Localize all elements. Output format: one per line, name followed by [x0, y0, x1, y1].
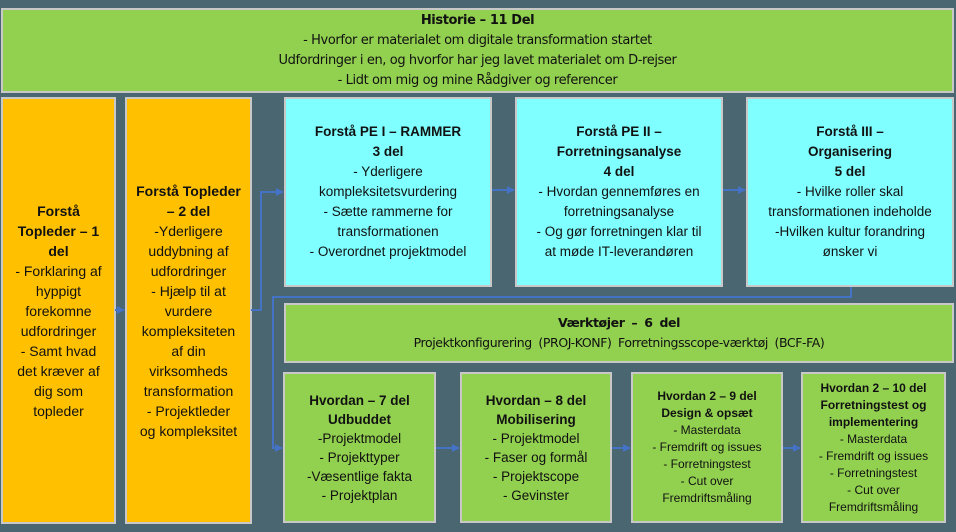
box-line: hyppigt — [35, 282, 82, 299]
box-line: - Cut over — [847, 482, 900, 497]
box-line: - Hvilke roller skal — [796, 184, 904, 199]
box-line: transformation — [143, 382, 234, 399]
box-line: - Og gør forretningen klar til — [536, 224, 702, 239]
box-line: Projektkonfigurering (PROJ-KONF) Forretningsscope-værktøj (BCF-FA) — [413, 335, 825, 350]
box-line: -Projektmodel — [317, 430, 402, 446]
hvordan-7-box — [283, 372, 436, 523]
hvordan-9-box — [631, 372, 783, 523]
vaerktoejer-box — [284, 303, 954, 363]
box-line: - Projektmodel — [492, 430, 580, 446]
arrow-icon — [251, 192, 283, 310]
topleder-1-box — [1, 97, 116, 524]
historie-line: - Hvorfor er materialet om digitale transformation startet — [303, 32, 652, 48]
historie-title: Historie – 11 Del — [420, 12, 535, 28]
box-line: - Fremdrift og issues — [818, 448, 929, 463]
box-line: - Samt hvad — [20, 342, 97, 359]
box-line: - Yderligere — [353, 164, 423, 179]
box-line: ønsker vi — [822, 244, 878, 259]
box-title: Hvordan 2 – 10 del — [820, 380, 927, 395]
box-line: - Fremdrift og issues — [652, 440, 762, 454]
hvordan-10-box — [801, 372, 946, 523]
box-line: - Hvordan gennemføres en — [538, 184, 700, 199]
box-line: transformationen indeholde — [768, 204, 932, 219]
box-line: topleder — [33, 402, 84, 419]
box-line: - Projektleder — [146, 402, 231, 419]
box-line: - Forretningstest — [829, 465, 918, 480]
box-title: Hvordan 2 – 9 del — [657, 389, 757, 403]
box-line: virksomheds — [149, 362, 228, 379]
box-title: Forretningstest og — [820, 397, 927, 412]
box-title: Forstå PE II – — [576, 124, 662, 139]
box-line: - Gevinster — [502, 487, 570, 503]
historie-line: - Lidt om mig og mine Rådgiver og referencer — [337, 72, 618, 88]
box-title: Forstå III – — [816, 124, 884, 139]
box-line: -Hvilken kultur forandring — [774, 224, 926, 239]
box-title: Hvordan – 7 del — [309, 392, 410, 408]
box-title: implementering — [828, 414, 919, 429]
box-line: - Sætte rammerne for — [323, 204, 453, 219]
box-title: Hvordan – 8 del — [485, 392, 587, 408]
pe-2-forretningsanalyse-box — [515, 97, 723, 287]
box-title: Design & opsæt — [661, 406, 753, 420]
box-line: - Cut over — [680, 474, 734, 488]
box-line: udfordringer — [150, 262, 227, 279]
historie-box — [1, 8, 954, 93]
box-title: Topleder – 1 — [17, 222, 100, 239]
box-title: Værktøjer – 6 del — [558, 315, 680, 330]
box-line: uddybning af — [148, 242, 229, 259]
box-line: - Overordnet projektmodel — [309, 244, 467, 259]
box-line: -Yderligere — [154, 222, 223, 239]
box-title: Forstå — [37, 202, 80, 219]
box-line: - Projekttyper — [319, 449, 400, 465]
box-line: - Projektplan — [321, 487, 398, 503]
box-line: vurdere — [164, 302, 213, 319]
box-line: - Faser og formål — [484, 449, 588, 465]
box-title: 3 del — [372, 144, 404, 159]
box-title: Udbuddet — [328, 411, 391, 427]
box-title: Forstå PE I – RAMMER — [314, 124, 462, 139]
box-line: Fremdriftsmåling — [828, 499, 919, 514]
box-line: forekomne — [25, 302, 92, 319]
hvordan-8-box — [460, 372, 612, 523]
box-line: - Hjælp til at — [151, 282, 226, 299]
pe-1-rammer-box — [284, 97, 492, 287]
box-line: udfordringer — [20, 322, 97, 339]
box-line: -Væsentlige fakta — [306, 468, 413, 484]
box-line: det kræver af — [17, 362, 100, 379]
box-line: transformationen — [337, 224, 439, 239]
historie-line: Udfordringer i en, og hvorfor har jeg lavet materialet om D-rejser — [278, 52, 677, 68]
topleder-2-box — [125, 97, 252, 524]
box-line: og kompleksitet — [139, 422, 238, 439]
box-line: - Projektscope — [492, 468, 580, 484]
box-title: – 2 del — [166, 202, 211, 219]
box-line: kompleksiteten — [141, 322, 236, 339]
box-line: - Masterdata — [673, 423, 741, 437]
box-line: kompleksitetsvurdering — [318, 184, 458, 199]
box-line: at møde IT-leverandøren — [544, 244, 694, 259]
box-title: Forstå Topleder — [136, 182, 241, 199]
box-line: - Masterdata — [839, 431, 908, 446]
box-title: Organisering — [807, 144, 893, 159]
box-title: 4 del — [603, 164, 635, 179]
box-title: Mobilisering — [496, 411, 576, 427]
box-title: Forretningsanalyse — [556, 144, 682, 159]
box-line: dig som — [33, 382, 84, 399]
box-title: 5 del — [834, 164, 866, 179]
box-line: Fremdriftsmåling — [662, 491, 752, 505]
box-title: del — [48, 242, 69, 259]
box-line: forretningsanalyse — [563, 204, 675, 219]
box-line: - Forklaring af — [15, 262, 102, 279]
box-line: - Forretningstest — [663, 457, 751, 471]
pe-3-organisering-box — [746, 97, 954, 287]
box-line: af din — [171, 342, 206, 359]
